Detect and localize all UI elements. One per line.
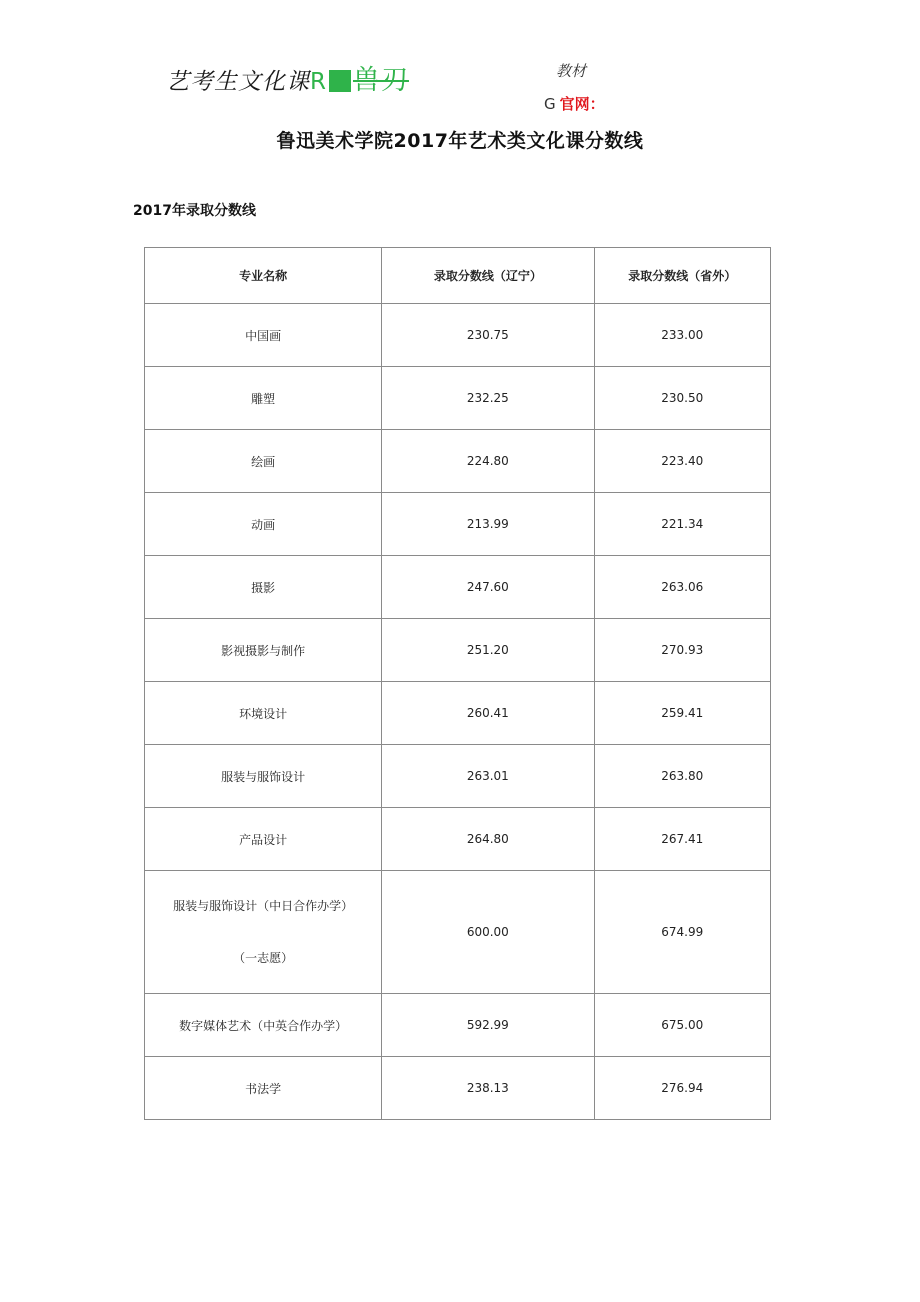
table-row [145, 808, 771, 871]
score-liaoning-cell: 224.80 [382, 430, 594, 493]
score-outside-cell: 221.34 [594, 493, 771, 556]
header-score-liaoning: 录取分数线（辽宁） [382, 248, 594, 304]
score-liaoning-cell: 232.25 [382, 367, 594, 430]
major-name-cell: 书法学 [145, 1057, 382, 1120]
table-header-row [145, 248, 771, 304]
table-row [145, 619, 771, 682]
score-outside-cell: 270.93 [594, 619, 771, 682]
major-name-cell: 服装与服饰设计 [145, 745, 382, 808]
score-outside-cell: 675.00 [594, 994, 771, 1057]
score-liaoning-cell: 230.75 [382, 304, 594, 367]
score-liaoning-cell: 247.60 [382, 556, 594, 619]
major-name-line1: 服装与服饰设计（中日合作办学） [173, 899, 354, 913]
header-official-site-label: 官网： [559, 95, 605, 113]
table-row [145, 682, 771, 745]
major-name-cell: 绘画 [145, 430, 382, 493]
page-title: 鲁迅美术学院2017年艺术类文化课分数线 [276, 130, 644, 152]
score-liaoning-cell: 263.01 [382, 745, 594, 808]
table-row [145, 367, 771, 430]
header-brand-text: 艺考生文化课 [166, 69, 310, 95]
score-outside-cell: 267.41 [594, 808, 771, 871]
score-outside-cell: 233.00 [594, 304, 771, 367]
table-row [145, 871, 771, 994]
header-g-letter: G [544, 95, 556, 113]
major-name-cell: 环境设计 [145, 682, 382, 745]
major-name-cell: 数字媒体艺术（中英合作办学） [145, 994, 382, 1057]
score-liaoning-cell: 260.41 [382, 682, 594, 745]
header-official-site [544, 93, 605, 114]
table-row [145, 994, 771, 1057]
table-row [145, 493, 771, 556]
score-outside-cell: 263.06 [594, 556, 771, 619]
header-brand-strike-text: 兽刃 [352, 65, 409, 96]
score-liaoning-cell: 264.80 [382, 808, 594, 871]
score-outside-cell: 276.94 [594, 1057, 771, 1120]
header-major-name: 专业名称 [145, 248, 382, 304]
header-brand-green-letter: R [310, 69, 327, 95]
major-name-cell: 摄影 [145, 556, 382, 619]
score-outside-cell: 259.41 [594, 682, 771, 745]
major-name-line2: （一志愿） [233, 951, 294, 965]
table-row [145, 304, 771, 367]
major-name-cell: 影视摄影与制作 [145, 619, 382, 682]
header-textbook-label: 教材 [556, 62, 587, 80]
table-row [145, 1057, 771, 1120]
section-subtitle: 2017年录取分数线 [133, 203, 256, 219]
major-name-cell: 产品设计 [145, 808, 382, 871]
score-table [144, 247, 771, 1120]
score-liaoning-cell: 213.99 [382, 493, 594, 556]
table-row [145, 430, 771, 493]
score-liaoning-cell: 592.99 [382, 994, 594, 1057]
major-name-cell: 动画 [145, 493, 382, 556]
score-liaoning-cell: 238.13 [382, 1057, 594, 1120]
table-row [145, 745, 771, 808]
header-green-block [329, 70, 351, 92]
header-score-outside: 录取分数线（省外） [594, 248, 771, 304]
score-outside-cell: 263.80 [594, 745, 771, 808]
major-name-cell [145, 871, 382, 994]
major-name-gap [145, 919, 381, 945]
major-name-cell: 中国画 [145, 304, 382, 367]
score-outside-cell: 674.99 [594, 871, 771, 994]
table-row [145, 556, 771, 619]
score-outside-cell: 230.50 [594, 367, 771, 430]
major-name-cell: 雕塑 [145, 367, 382, 430]
score-outside-cell: 223.40 [594, 430, 771, 493]
score-liaoning-cell: 600.00 [382, 871, 594, 994]
score-liaoning-cell: 251.20 [382, 619, 594, 682]
header-brand [166, 58, 409, 97]
